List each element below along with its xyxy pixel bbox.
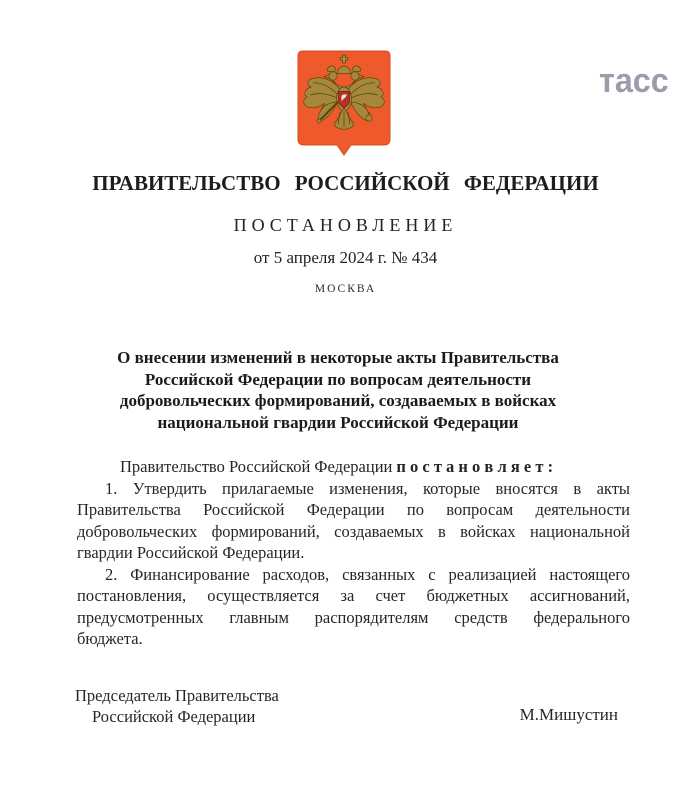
doc-body: [77, 456, 630, 650]
signature-position: [75, 685, 279, 727]
doc-title-line: Российской Федерации по вопросам деятельности: [144, 369, 532, 389]
signature-position-line: Российской Федерации: [92, 707, 256, 726]
body-line: гвардии Российской Федерации.: [77, 543, 305, 562]
preamble-line: [77, 456, 630, 478]
org-name: ПРАВИТЕЛЬСТВО РОССИЙСКОЙ ФЕДЕРАЦИИ: [92, 171, 599, 195]
doc-title: [58, 347, 618, 433]
body-line: 2. Финансирование расходов, связанных с реализацией настоящего: [105, 564, 630, 584]
body-line: Правительства Российской Федерации по вопросам деятельности: [77, 500, 630, 519]
doc-title-line: О внесении изменений в некоторые акты Правительства: [117, 348, 559, 367]
tass-logo: тасс: [599, 62, 669, 100]
doc-title-line: добровольческих формирований, создаваемых в войсках: [119, 391, 557, 410]
russia-coat-of-arms-icon: [297, 50, 391, 156]
body-line: предусмотренных главным распорядителям средств федерального: [77, 607, 630, 627]
body-line: 1. Утвердить прилагаемые изменения, которые вносятся в акты: [105, 478, 630, 498]
doc-date-number: от 5 апреля 2024 г. № 434: [253, 248, 438, 267]
body-line: бюджета.: [77, 629, 143, 648]
body-line: добровольческих формирований, создаваемых в войсках национальной: [77, 521, 630, 541]
preamble-verb: п о с т а н о в л я е т :: [396, 457, 554, 476]
preamble-lead: Правительство Российской Федерации: [120, 457, 393, 476]
doc-city: МОСКВА: [314, 283, 377, 295]
body-line: постановления, осуществляется за счет бюджетных ассигнований,: [77, 586, 630, 605]
doc-type: ПОСТАНОВЛЕНИЕ: [233, 215, 458, 235]
signature-position-line: Председатель Правительства: [75, 686, 279, 705]
doc-title-line: национальной гвардии Российской Федерации: [157, 412, 519, 432]
signer-name: М.Мишустин: [519, 705, 618, 724]
